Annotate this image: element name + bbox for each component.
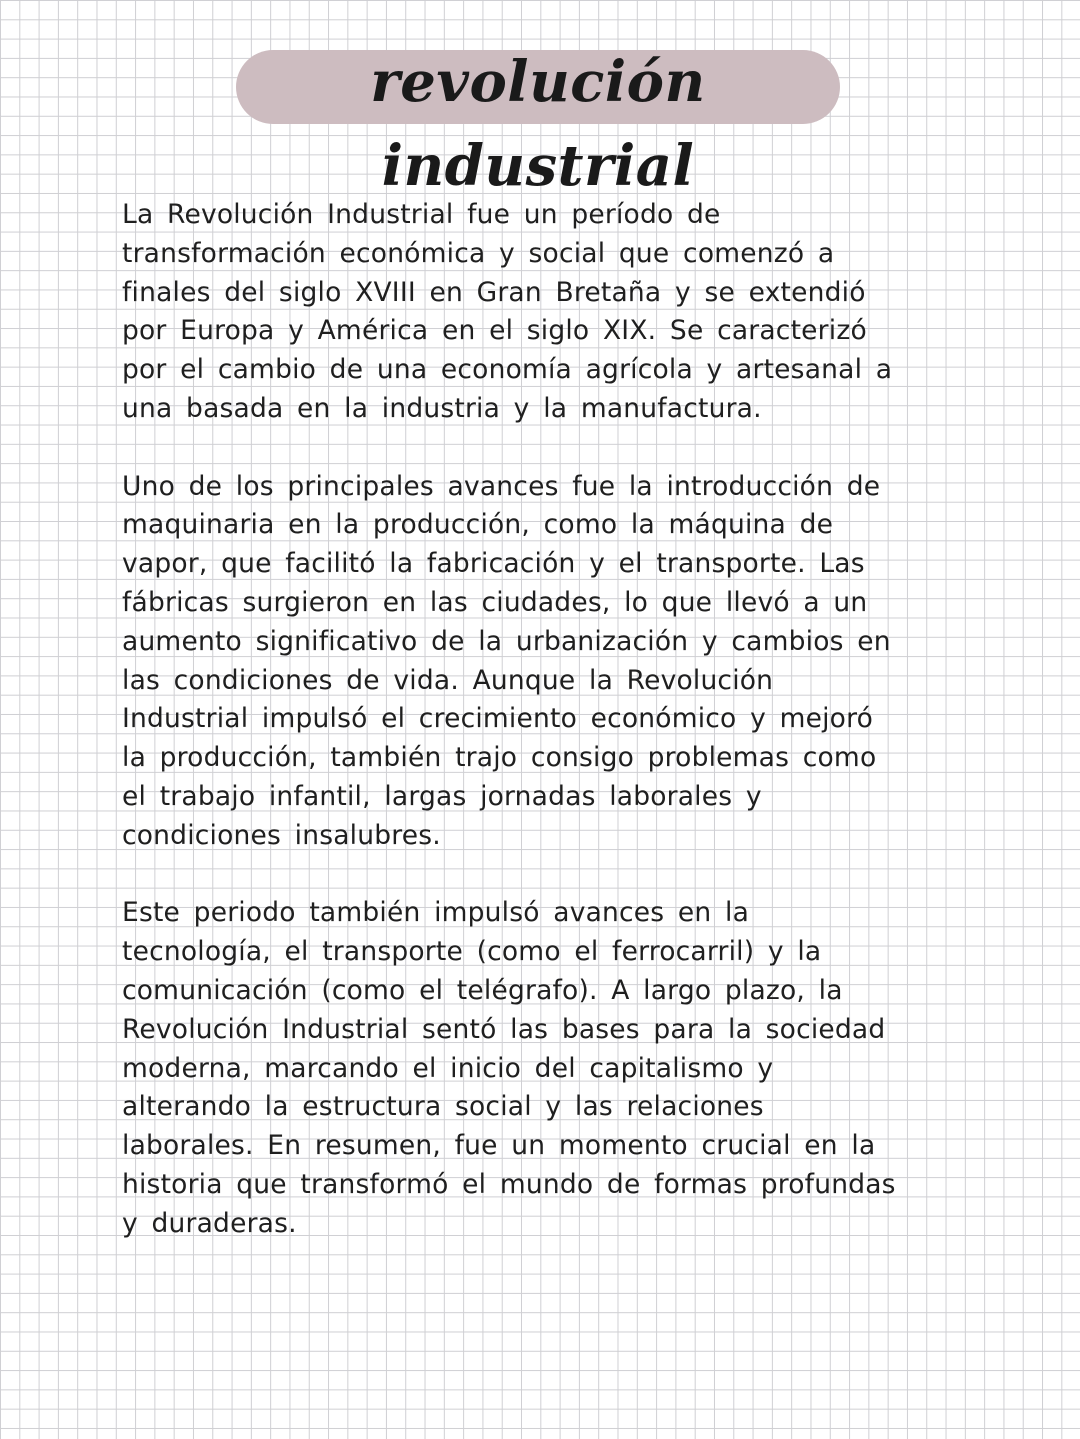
text-line: las condiciones de vida. Aunque la Revolución: [122, 664, 774, 696]
paragraph-gap: [122, 856, 912, 895]
text-line: Este periodo también impulsó avances en la: [122, 897, 750, 929]
text-line: el trabajo infantil, largas jornadas laborales y: [122, 780, 762, 812]
text-line: alterando la estructura social y las relaciones: [122, 1091, 764, 1123]
text-line: condiciones insalubres.: [122, 819, 441, 851]
document-body: [122, 196, 912, 1244]
text-line: maquinaria en la producción, como la máquina de: [122, 509, 834, 541]
text-line: tecnología, el transporte (como el ferrocarril) y la: [122, 936, 822, 968]
text-line: moderna, marcando el inicio del capitalismo y: [122, 1052, 774, 1084]
text-line: laborales. En resumen, fue un momento crucial en la: [122, 1130, 876, 1162]
text-line: Industrial impulsó el crecimiento económico y mejoró: [122, 703, 874, 735]
text-line: transformación económica y social que comenzó a: [122, 237, 835, 269]
paragraph-3: [122, 894, 912, 1243]
text-line: por el cambio de una economía agrícola y artesanal a: [122, 354, 893, 386]
text-line: aumento significativo de la urbanización y cambios en: [122, 625, 891, 657]
text-line: Uno de los principales avances fue la introducción de: [122, 470, 881, 502]
text-line: por Europa y América en el siglo XIX. Se caracterizó: [122, 315, 867, 347]
text-line: y duraderas.: [122, 1207, 297, 1239]
text-line: comunicación (como el telégrafo). A largo plazo, la: [122, 974, 843, 1006]
paragraph-2: [122, 468, 912, 856]
page-title: revolución industrial: [370, 49, 706, 199]
text-line: La Revolución Industrial fue un período de: [122, 199, 721, 230]
text-line: una basada en la industria y la manufactura.: [122, 392, 762, 424]
text-line: historia que transformó el mundo de formas profundas: [122, 1168, 896, 1200]
text-line: vapor, que facilitó la fabricación y el transporte. Las: [122, 548, 865, 580]
paragraph-gap: [122, 429, 912, 468]
text-line: finales del siglo XVIII en Gran Bretaña y se extendió: [122, 276, 866, 308]
text-line: fábricas surgieron en las ciudades, lo que llevó a un: [122, 586, 868, 618]
text-line: la producción, también trajo consigo problemas como: [122, 742, 877, 774]
paragraph-1: [122, 196, 912, 429]
text-line: Revolución Industrial sentó las bases para la sociedad: [122, 1013, 886, 1045]
